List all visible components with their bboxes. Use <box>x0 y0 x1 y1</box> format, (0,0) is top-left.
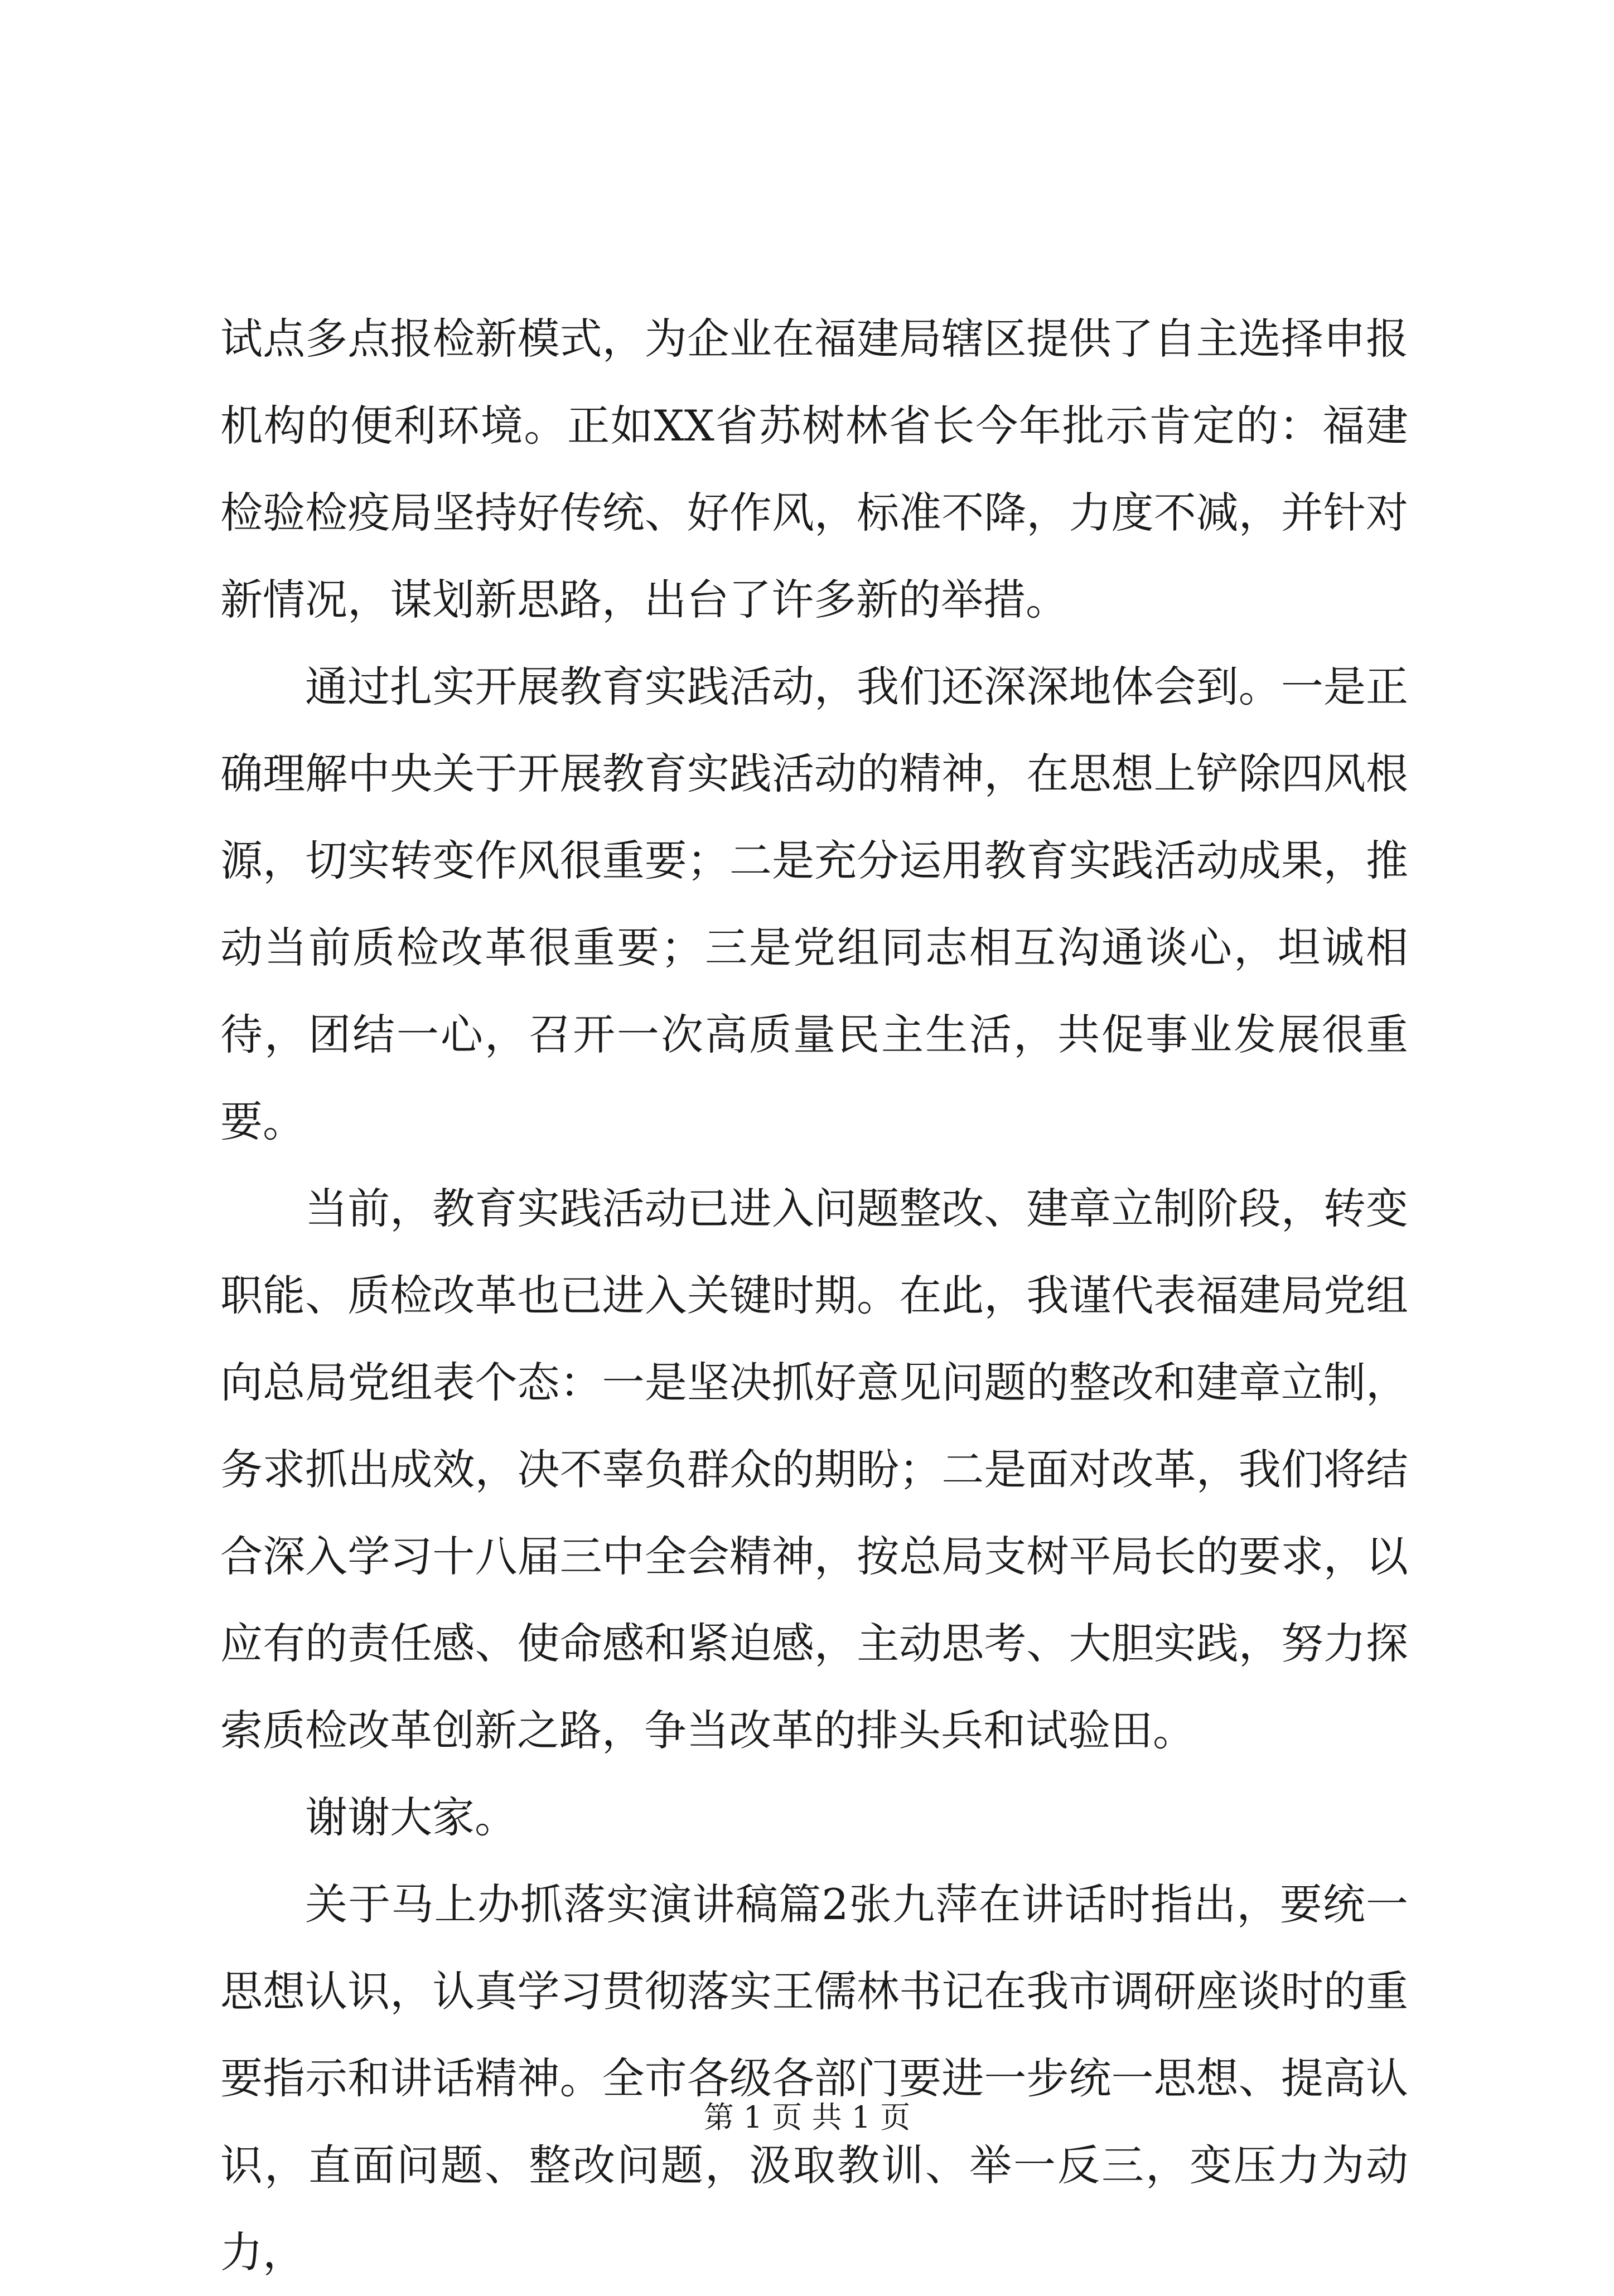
paragraph-commitment: 当前，教育实践活动已进入问题整改、建章立制阶段，转变职能、质检改革也已进入关键时期。在此，我谨代表福建局党组向总局党组表个态：一是坚决抓好意见问题的整改和建章立制，务求抓出成效，决不辜负群众的期盼；二是面对改革，我们将结合深入学习十八届三中全会精神，按总局支树平局长的要求，以应有的责任感、使命感和紧迫感，主动思考、大胆实践，努力探索质检改革创新之路，争当改革的排头兵和试验田。 <box>220 1184 1408 1755</box>
paragraph-speech-2: 关于马上办抓落实演讲稿篇2张九萍在讲话时指出，要统一思想认识，认真学习贯彻落实王儒林书记在我市调研座谈时的重要指示和讲话精神。全市各级各部门要进一步统一思想、提高认识，直面问题、整改问题，汲取教训、举一反三，变压力为动力， <box>220 1880 1408 2277</box>
paragraph-experience: 通过扎实开展教育实践活动，我们还深深地体会到。一是正确理解中央关于开展教育实践活动的精神，在思想上铲除四风根源，切实转变作风很重要；二是充分运用教育实践活动成果，推动当前质检改革很重要；三是党组同志相互沟通谈心，坦诚相待，团结一心，召开一次高质量民主生活，共促事业发展很重要。 <box>220 662 1408 1146</box>
paragraph-thanks: 谢谢大家。 <box>305 1793 517 1842</box>
document-body <box>220 296 1408 2296</box>
paragraph-continuation: 试点多点报检新模式，为企业在福建局辖区提供了自主选择申报机构的便利环境。正如XX省苏树林省长今年批示肯定的：福建检验检疫局坚持好传统、好作风，标准不降，力度不减，并针对新情况，谋划新思路，出台了许多新的举措。 <box>220 314 1408 624</box>
page-footer: 第 1 页 共 1 页 <box>703 2100 911 2135</box>
